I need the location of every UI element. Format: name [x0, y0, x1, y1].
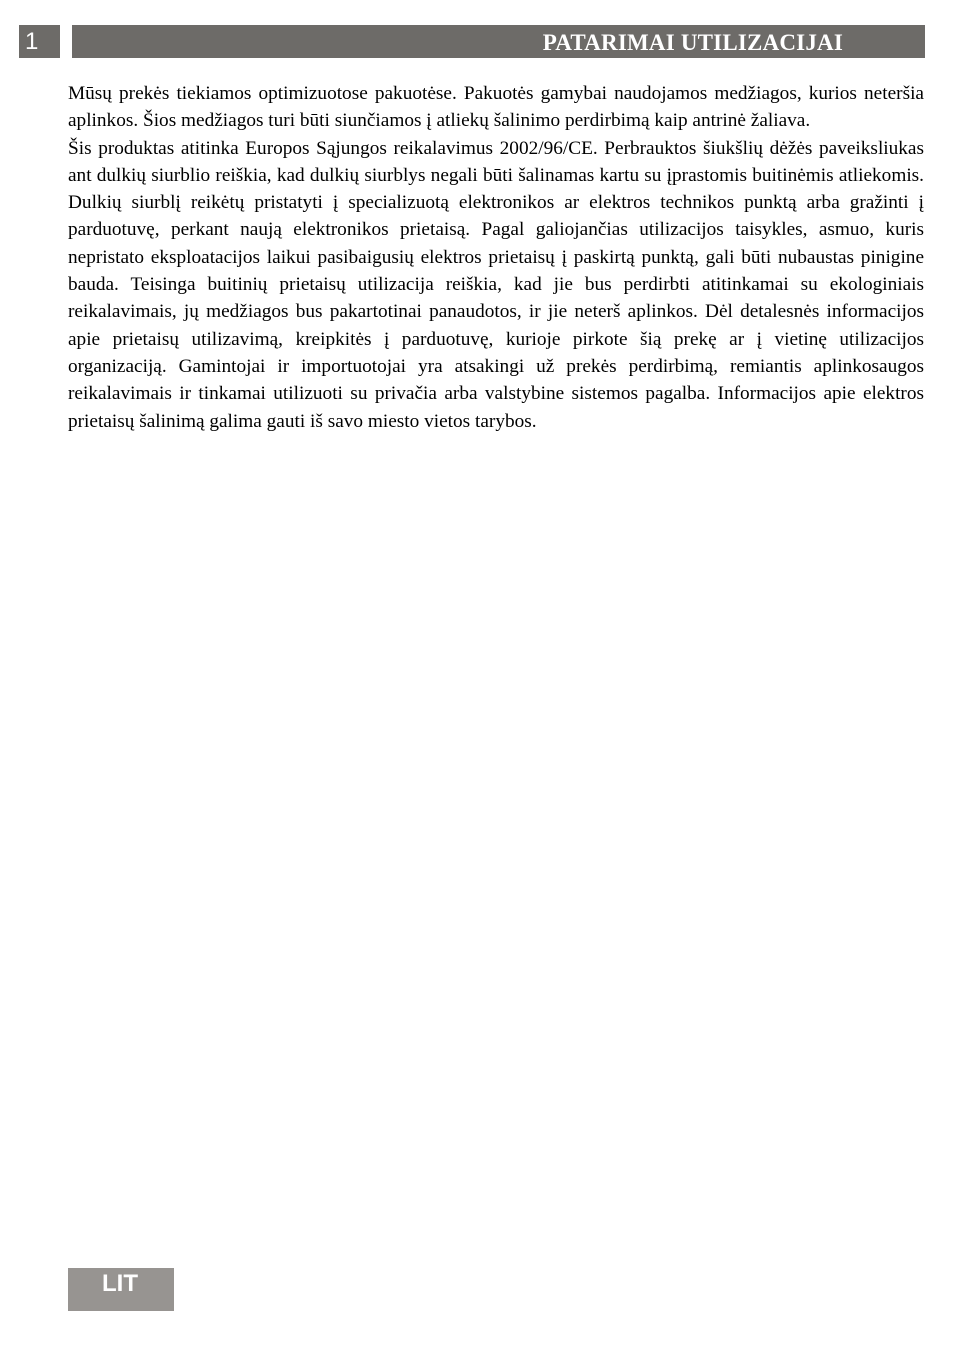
section-title: PATARIMAI UTILIZACIJAI [542, 30, 843, 55]
section-header-bar [72, 25, 925, 58]
page-number: 1 [19, 25, 60, 58]
disposal-instructions-text [68, 80, 924, 435]
packaging-paragraph: Mūsų prekės tiekiamos optimizuotose pakuotėse. Pakuotės gamybai naudojamos medžiagos, kurios neteršia aplinkos. Šios medžiagos turi būti siunčiamos į atliekų šalinimo perdirbimą kaip antrinė žaliava. [68, 83, 924, 132]
language-badge: LIT [68, 1268, 174, 1311]
weee-directive-paragraph: Šis produktas atitinka Europos Sąjungos reikalavimus 2002/96/CE. Perbrauktos šiukšlių dėžės paveiksliukas ant dulkių siurblio reiškia, kad dulkių siurblys negali būti šalinamas kartu su įprastomis buitinėmis atliekomis. Dulkių siurblį reikėtų pristatyti į specializuotą elektronikos ar elektros technikos punktą arba gražinti į parduotuvę, perkant naują elektronikos prietaisą. Pagal galiojančias utilizacijos taisykles, asmuo, kuris nepristato eksploatacijos laikui pasibaigusių elektros prietaisų į paskirtą punktą, gali būti nubaustas pinigine bauda. Teisinga buitinių prietaisų utilizacija reiškia, kad jie bus perdirbti atitinkamai su ekologiniais reikalavimais, jų medžiagos bus pakartotinai panaudotos, ir jie neterš aplinkos. Dėl detalesnės informacijos apie prietaisų utilizavimą, kreipkitės į parduotuvę, kurioje pirkote šią prekę ar į vietinę utilizacijos organizaciją. Gamintojai ir importuotojai yra atsakingi už prekės perdirbimą, remiantis aplinkosaugos reikalavimais ir tinkamai utilizuoti su privačia arba valstybine sistemos pagalba. Informacijos apie elektros prietaisų šalinimą galima gauti iš savo miesto vietos tarybos. [68, 137, 924, 432]
